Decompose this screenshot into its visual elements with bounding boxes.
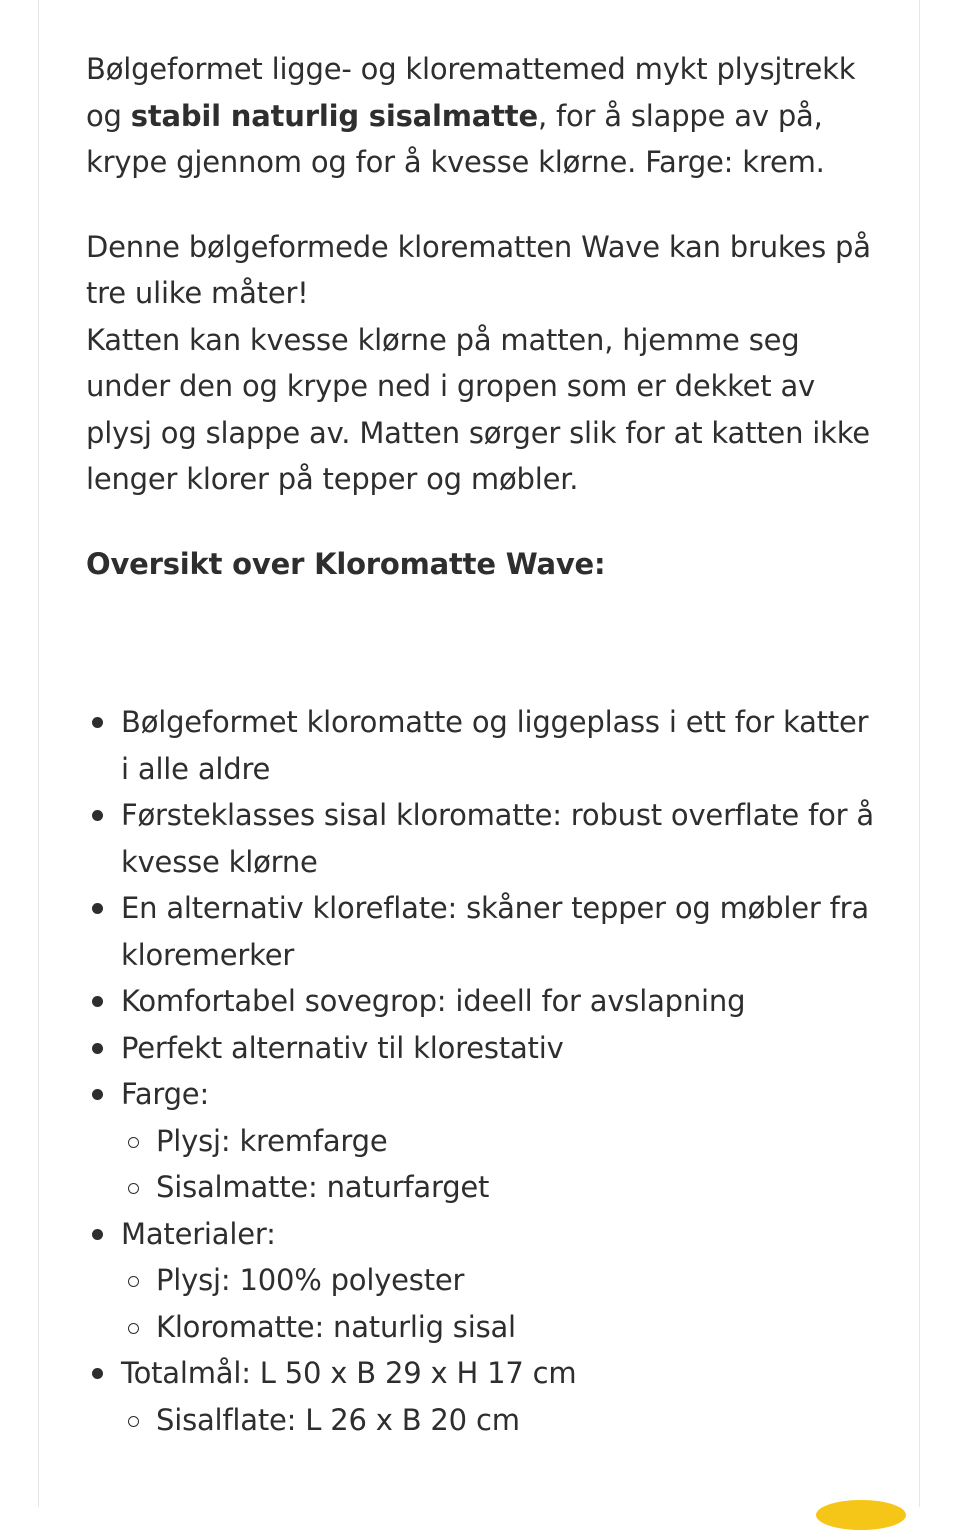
list-item-color: [86, 1071, 876, 1211]
usage-paragraph-line1: Denne bølgeformede klorematten Wave kan brukes på tre ulike måter!: [86, 229, 871, 310]
list-item-text: Komfortabel sovegrop: ideell for avslapning: [121, 984, 746, 1018]
intro-bold-text: stabil naturlig sisalmatte: [130, 98, 538, 133]
feature-list: [86, 699, 876, 1443]
list-item-text: Perfekt alternativ til klorestativ: [121, 1030, 564, 1065]
list-item: [86, 978, 876, 1025]
list-item: [86, 792, 876, 885]
sublist-item: Sisalflate: L 26 x B 20 cm: [121, 1397, 876, 1444]
list-item: [86, 885, 876, 978]
list-item-text: Materialer:: [121, 1216, 276, 1251]
list-item-dimensions: [86, 1350, 876, 1443]
dimensions-sublist: [121, 1397, 876, 1444]
list-item-text: Bølgeformet kloromatte og liggeplass i ett for katter i alle aldre: [121, 705, 869, 786]
list-item-text: Farge:: [121, 1077, 210, 1111]
list-item-text: Førsteklasses sisal kloromatte: robust overflate for å kvesse klørne: [121, 798, 874, 879]
spacer: [86, 587, 876, 699]
intro-text-end: , for å slappe av på, krype gjennom og for å kvesse klørne. Farge: krem.: [86, 98, 825, 179]
list-item-text: En alternativ kloreflate: skåner tepper og møbler fra kloremerker: [121, 891, 869, 972]
sublist-item: Kloromatte: naturlig sisal: [121, 1304, 876, 1351]
list-item: [86, 1025, 876, 1072]
sublist-item: Sisalmatte: naturfarget: [121, 1164, 876, 1211]
product-description: [86, 46, 876, 1443]
sublist-item: Plysj: kremfarge: [121, 1118, 876, 1165]
color-sublist: [121, 1118, 876, 1211]
list-item: [86, 699, 876, 792]
overview-heading: Oversikt over Kloromatte Wave:: [86, 546, 606, 581]
sublist-item: Plysj: 100% polyester: [121, 1257, 876, 1304]
list-item-materials: [86, 1211, 876, 1351]
materials-sublist: [121, 1257, 876, 1350]
chat-bubble-button[interactable]: [816, 1500, 906, 1530]
intro-paragraph: [86, 46, 876, 186]
intro-text-start: Bølgeformet ligge- og kloremattemed mykt plysjtrekk og: [86, 52, 856, 133]
list-item-text: Totalmål: L 50 x B 29 x H 17 cm: [121, 1356, 577, 1390]
usage-paragraph-line2: Katten kan kvesse klørne på matten, hjemme seg under den og krype ned i gropen som er dekket av plysj og slappe av. Matten sørger slik for at katten ikke lenger klorer på tepper og møbler.: [86, 322, 870, 496]
